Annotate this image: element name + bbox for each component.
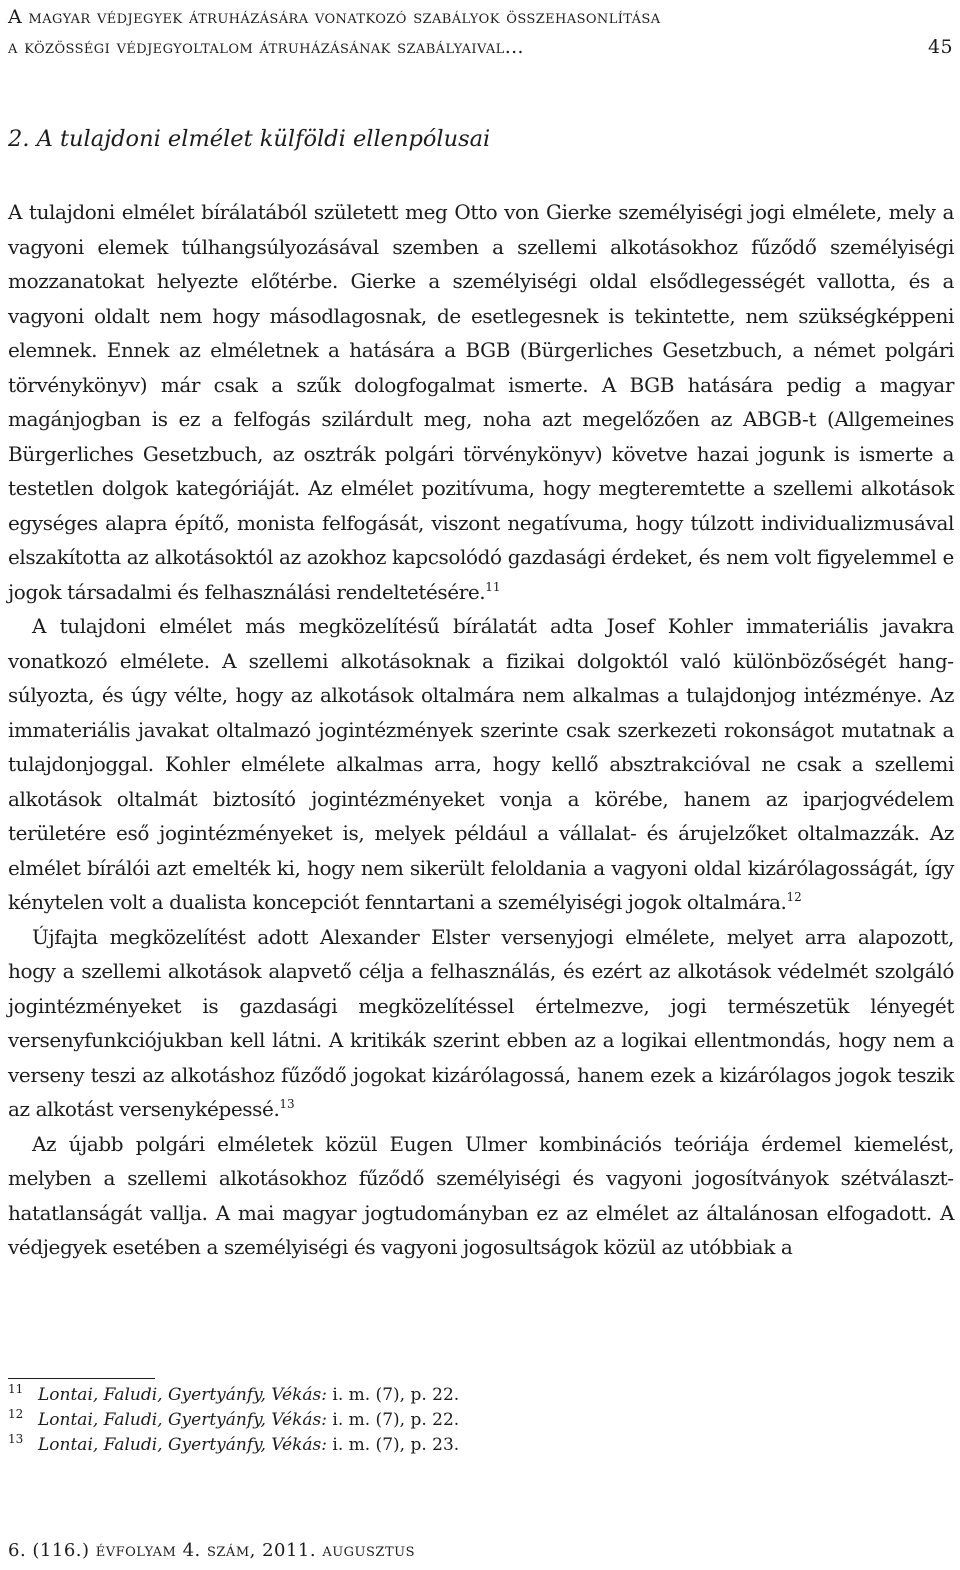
page-number: 45	[928, 36, 953, 58]
footnote-authors: Lontai, Faludi, Gyertyánfy, Vékás:	[38, 1435, 327, 1455]
footnote-reference: i. m. (7), p. 23.	[326, 1435, 460, 1455]
running-footer: 6. (116.) évfolyam 4. szám, 2011. augusztus	[8, 1540, 415, 1561]
footnote-reference: i. m. (7), p. 22.	[326, 1385, 460, 1405]
paragraph-text: A tulajdoni elmélet más megközelítésű bírálatát adta Josef Kohler immateriális javakra vonatkozó elmélete. A szellemi alkotásoknak a fizikai dolgoktól való különbözőségét hangsúlyozta, és úgy vélte, hogy az alkotások oltalmára nem alkalmas a tulajdonjog intézménye. Az immateriális javakat oltalmazó jogintézmények szerinte csak szerkezeti rokonságot mutatnak a tulajdonjoggal. Kohler elmélete alkalmas arra, hogy kellő absztrakcióval ne csak a szellemi alkotások oltalmát biztosító jogintézményeket vonja a körébe, hanem az iparjogvédelem területére eső jogintézményeket is, melyek például a vállalat- és árujelzőket oltalmazzák. Az elmélet bírálói azt emelték ki, hogy nem sikerült feloldania a vagyoni oldal kizárólagosságát, így kénytelen volt a dualista koncepciót fenntartani a személyiségi jogok oltalmára.	[8, 614, 954, 914]
running-header-line-2: a közösségi védjegyoltalom átruházásának szabályaival…	[8, 36, 525, 58]
footnote-authors: Lontai, Faludi, Gyertyánfy, Vékás:	[38, 1385, 327, 1405]
footnote-13	[8, 1433, 908, 1458]
paragraph-elster	[8, 920, 954, 1127]
footnotes	[8, 1383, 908, 1458]
paragraph-ulmer	[8, 1127, 954, 1265]
footnote-12	[8, 1408, 908, 1433]
paragraph-kohler	[8, 609, 954, 920]
running-header	[8, 2, 953, 62]
footnote-reference: i. m. (7), p. 22.	[326, 1410, 460, 1430]
paragraph-text: Az újabb polgári elméletek közül Eugen Ulmer kombinációs teóriája érdemel kiemelést, melyben a szellemi alkotásokhoz fűződő személyiségi és vagyoni jogosítványok szétválaszthatatlanságát vallja. A mai magyar jogtudományban ez az elmélet az általánosan elfogadott. A védjegyek esetében a személyiségi és vagyoni jogosultságok közül az utóbbiak a	[8, 1131, 954, 1259]
paragraph-gierke	[8, 195, 954, 609]
footnote-ref: 11	[485, 579, 501, 594]
footnote-ref: 13	[279, 1097, 295, 1111]
footnote-authors: Lontai, Faludi, Gyertyánfy, Vékás:	[38, 1410, 327, 1430]
body-text	[8, 195, 954, 1265]
footnote-divider	[8, 1378, 155, 1379]
running-header-line-1: A magyar védjegyek átruházására vonatkozó szabályok összehasonlítása	[8, 6, 661, 28]
footnote-ref: 12	[786, 890, 802, 904]
footnote-11	[8, 1383, 908, 1408]
section-title: 2. A tulajdoni elmélet külföldi ellenpólusai	[8, 126, 491, 152]
footnote-number: 12	[8, 1407, 24, 1421]
footnote-number: 11	[8, 1382, 24, 1396]
paragraph-text: A tulajdoni elmélet bírálatából született meg Otto von Gierke személyiségi jogi elmélete, mely a vagyoni elemek túlhangsúlyozásával szemben a szellemi alkotásokhoz fűződő személyiségi mozzanatokat helyezte előtérbe. Gierke a személyiségi oldal elsődlegességét vallotta, és a vagyoni oldalt nem hogy másodlagosnak, de esetlegesnek is tekintette, nem szükségképpeni elemnek. Ennek az elméletnek a hatására a BGB (Bürgerliches Gesetzbuch, a német polgári törvénykönyv) már csak a szűk dologfogalmat ismerte. A BGB hatására pedig a magyar magánjogban is ez a felfogás szilárdult meg, noha azt megelőzően az ABGB-t (Allgemeines Bürgerliches Gesetzbuch, az osztrák polgári törvénykönyv) követve hazai jogunk is ismerte a testetlen dolgok kategóriáját. Az elmélet pozitívuma, hogy megteremtette a szellemi alkotások egységes alapra építő, monista felfogását, viszont negatívuma, hogy túlzott individualizmusával elszakította az alkotásoktól az azokhoz kapcsolódó gazdasági érdeket, és nem volt figyelemmel e jogok társadalmi és felhasználási rendeltetésére.	[8, 200, 954, 604]
footnote-number: 13	[8, 1432, 24, 1446]
paragraph-text: Újfajta megközelítést adott Alexander Elster versenyjogi elmélete, melyet arra alapozott, hogy a szellemi alkotások alapvető célja a felhasználás, és ezért az alkotások védelmét szolgáló jogintézményeket is gazdasági megközelítéssel értelmezve, jogi természetük lényegét versenyfunkciójukban kell látni. A kritikák szerint ebben az a logikai ellentmondás, hogy nem a verseny teszi az alkotáshoz fűződő jogokat kizárólagossá, hanem ezek a kizárólagos jogok teszik az alkotást versenyképessé.	[8, 924, 954, 1121]
